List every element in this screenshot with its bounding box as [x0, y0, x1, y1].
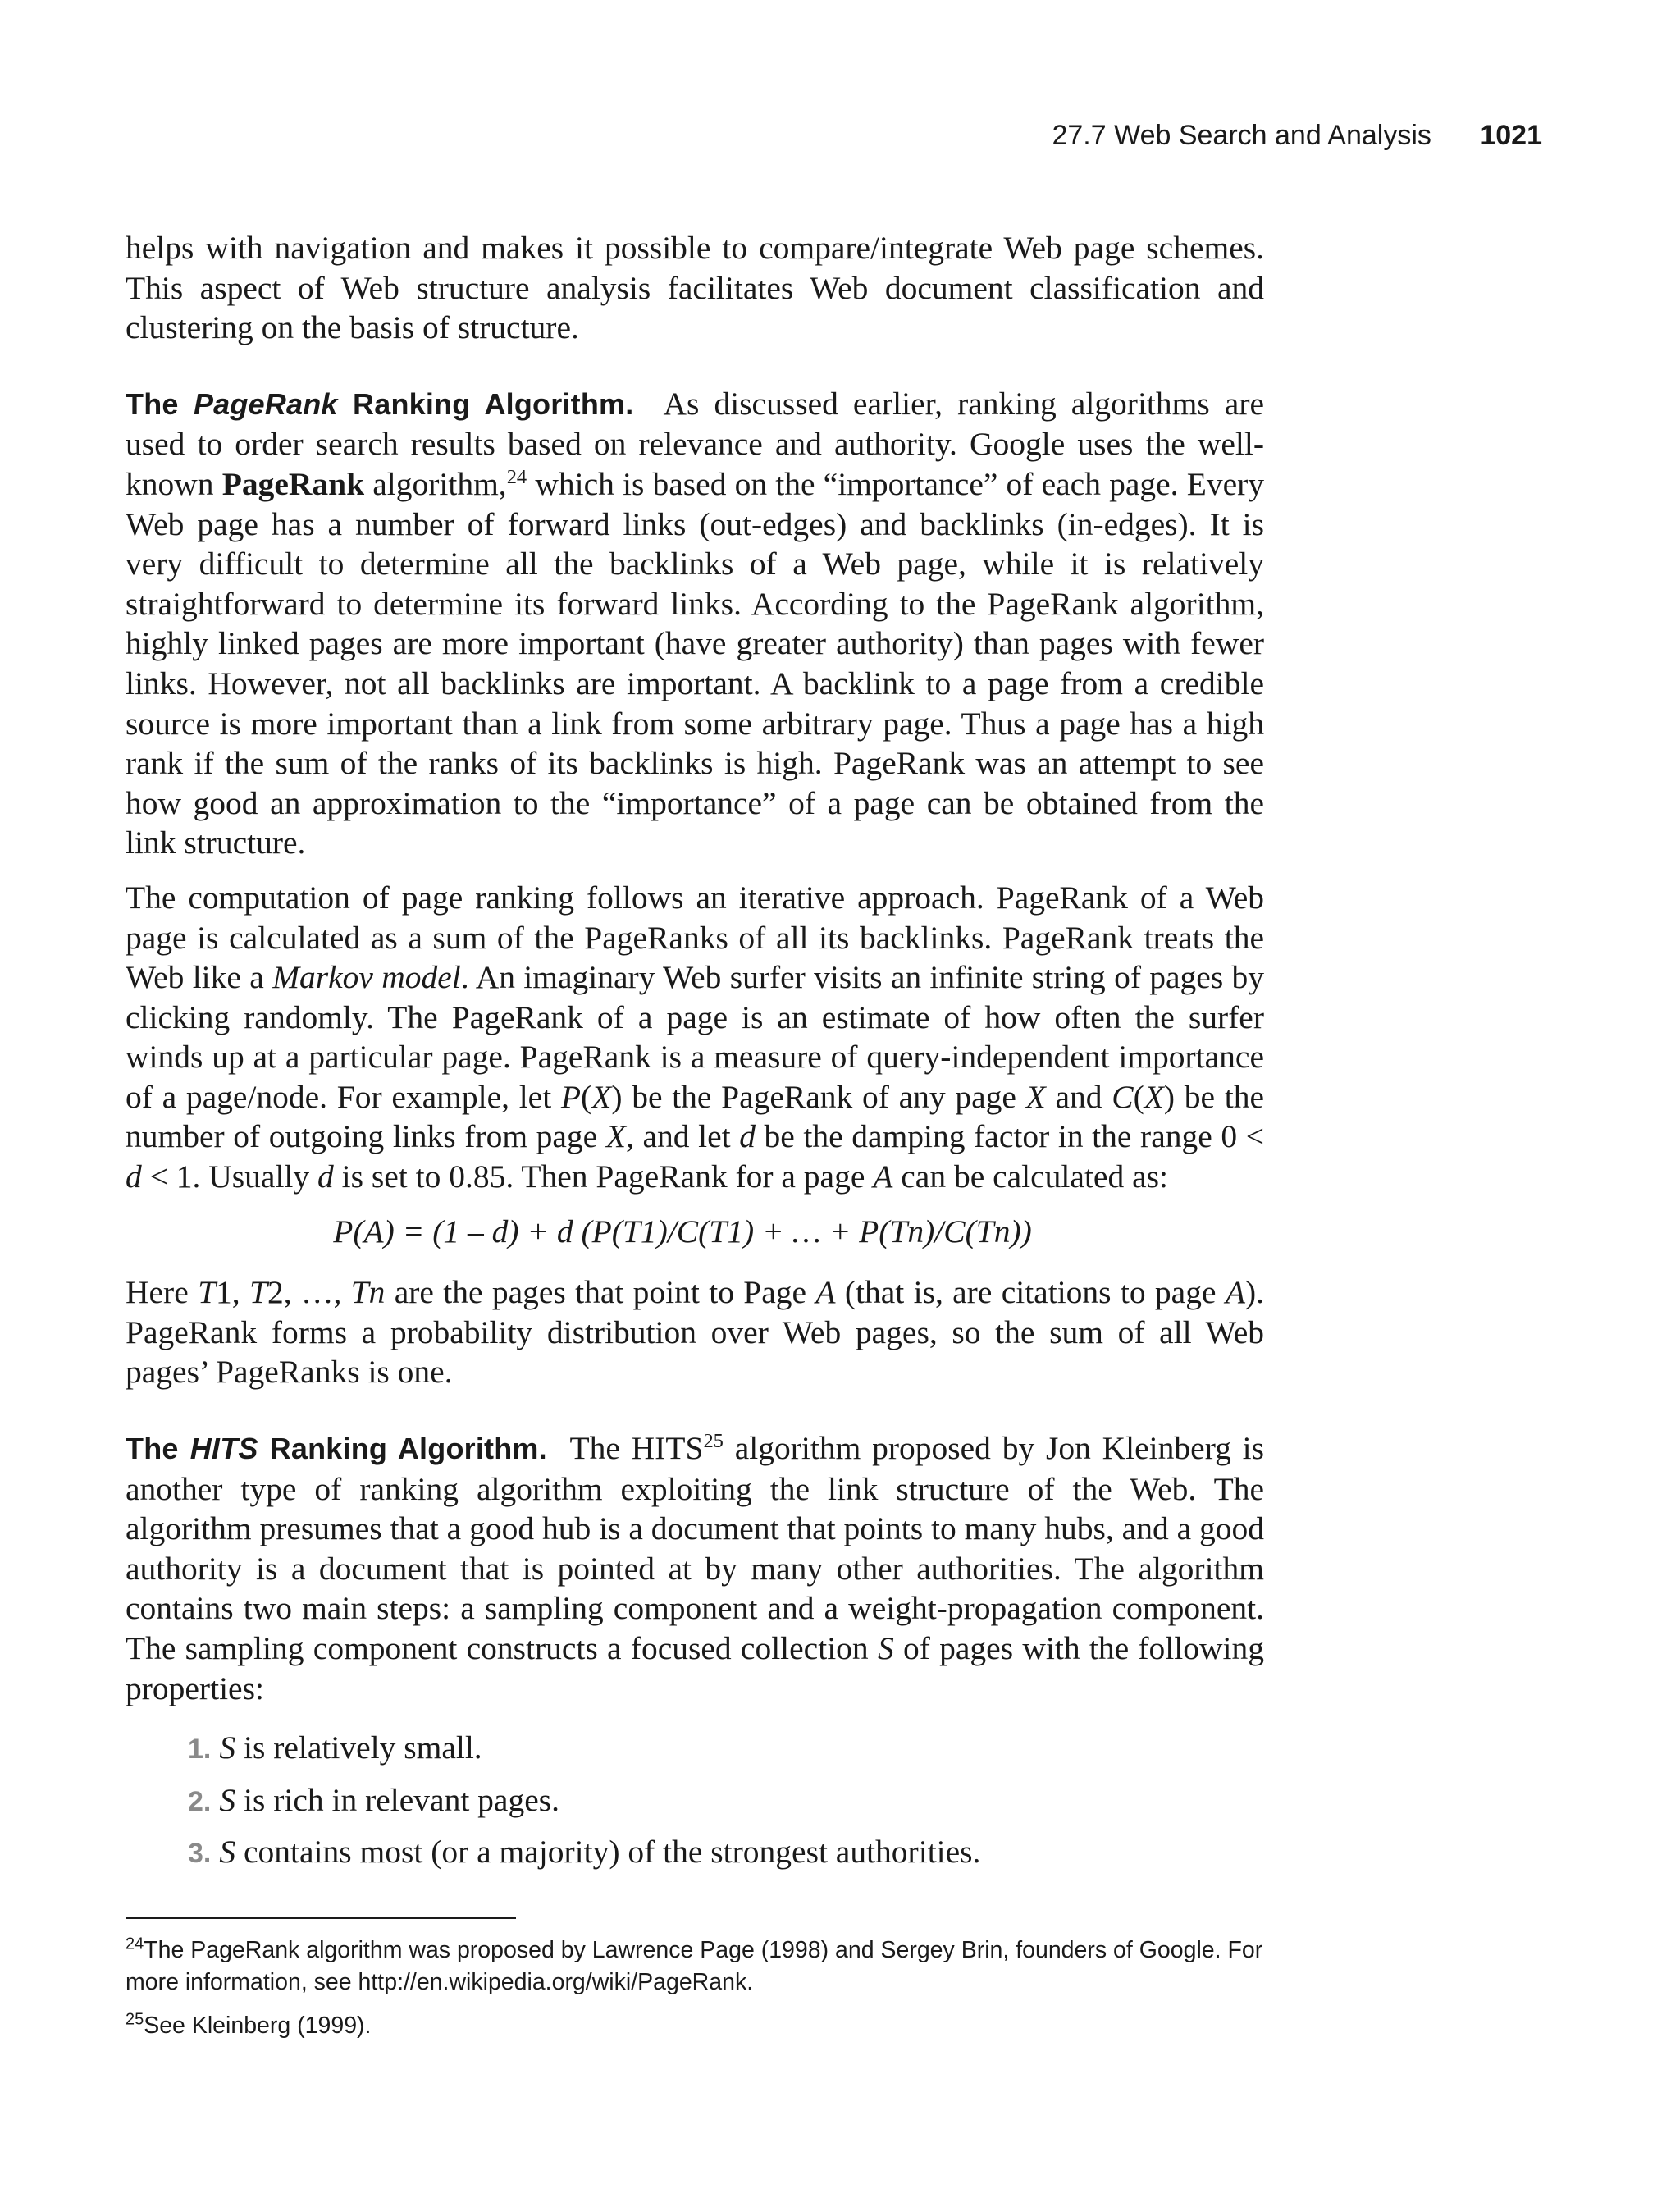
list-text: is relatively small. [235, 1729, 482, 1766]
math-var: S [219, 1729, 236, 1766]
properties-list [126, 1728, 1264, 1874]
footnote-mark: 25 [126, 2010, 144, 2029]
list-number: 2. [188, 1785, 212, 1817]
paragraph-hits [126, 1428, 1264, 1708]
text-run: ) be the PageRank of any page [611, 1078, 1026, 1115]
list-number: 1. [188, 1734, 212, 1766]
paragraph-intro: helps with navigation and makes it possible to compare/integrate Web page schemes. This aspect of Web structure analysis facilitates Web document classification and clustering on the basis of structure. [126, 230, 1264, 346]
math-var: S [219, 1834, 236, 1871]
text-run: ). PageRank forms a probability distribution over Web pages, so the sum of all Web pages’ PageRanks is one. [126, 1274, 1265, 1391]
pagerank-heading-post: Ranking Algorithm. [337, 386, 634, 421]
math-var: Tn [350, 1274, 386, 1311]
list-text: is rich in relevant pages. [235, 1781, 559, 1818]
hits-heading-pre: The [126, 1432, 190, 1466]
math-var: A [1225, 1274, 1245, 1311]
text-run: Here [126, 1274, 199, 1311]
footnote-text: The PageRank algorithm was proposed by Lawrence Page (1998) and Sergey Brin, founders of Google. For more information, see http://en.wikipedia.org/wiki/PageRank. [126, 1937, 1263, 1995]
paragraph-here [126, 1272, 1264, 1392]
text-run: can be calculated as: [892, 1158, 1168, 1195]
math-var: T [249, 1274, 267, 1311]
math-var: d [126, 1158, 142, 1195]
math-var: T [198, 1274, 217, 1311]
footnote-ref-25[interactable]: 25 [703, 1429, 724, 1452]
math-var: X [591, 1078, 612, 1115]
footnote-ref-24[interactable]: 24 [506, 465, 527, 488]
paragraph-pagerank [126, 384, 1264, 863]
paragraph-computation [126, 878, 1264, 1197]
math-var: X [1025, 1078, 1046, 1115]
text-run: and [1045, 1078, 1112, 1115]
text-run: be the damping factor in the range 0 < [755, 1118, 1264, 1155]
markov-model-term: Markov model [272, 959, 461, 996]
text-run: . An imaginary Web surfer visits an infinite string of pages by clicking randomly. The PageRank of a page is an estimate of how often the surfer winds up at a particular page. PageRank is a measure of query-independent importance of a page/node. For example, let [126, 959, 1264, 1115]
formula-text: P(A) = (1 – d) + d (P(T1)/C(T1) + … + P(Tn)/C(Tn)) [333, 1213, 1032, 1249]
hits-heading-post: Ranking Algorithm. [258, 1432, 547, 1466]
pagerank-bold-term: PageRank [221, 465, 365, 502]
page-number: 1021 [1480, 120, 1542, 151]
text-run: < 1. Usually [141, 1158, 318, 1195]
text-run: , and let [625, 1118, 740, 1155]
text-run: The HITS [569, 1430, 704, 1467]
math-var: A [815, 1274, 836, 1311]
text-run: ( [581, 1078, 592, 1115]
pagerank-heading-title: PageRank [193, 386, 338, 421]
math-var: X [605, 1118, 626, 1155]
pagerank-formula [126, 1212, 1264, 1252]
footnote-24 [126, 1935, 1274, 1999]
math-var: C [1112, 1078, 1134, 1115]
footnote-text: See Kleinberg (1999). [144, 2012, 372, 2039]
text-run: 2, …, [267, 1274, 351, 1311]
text-run: are the pages that point to Page [385, 1274, 816, 1311]
hits-heading-title: HITS [189, 1432, 258, 1466]
pagerank-text-b: algorithm, [364, 465, 507, 502]
running-header [1052, 120, 1542, 152]
footnotes [126, 1935, 1274, 2054]
pagerank-heading-pre: The [126, 386, 194, 421]
text-run: algorithm proposed by Jon Kleinberg is another type of ranking algorithm exploiting the link structure of the Web. The algorithm presumes that a good hub is a document that points to many hubs, and a good authority is a document that is pointed at by many other authorities. The algorithm contains two main steps: a sampling component and a weight-propagation component. The sampling component constructs a focused collection [126, 1430, 1265, 1666]
footnote-mark: 24 [126, 1935, 144, 1953]
math-var: X [1144, 1078, 1164, 1115]
math-var: A [873, 1158, 893, 1195]
pagerank-text-c: which is based on the “importance” of each page. Every Web page has a number of forward links (out-edges) and backlinks (in-edges). It is very difficult to determine all the backlinks of a Web page, while it is relatively straightforward to determine its forward links. According to the PageRank algorithm, highly linked pages are more important (have greater authority) than pages with fewer links. However, not all backlinks are important. A backlink to a page from a credible source is more important than a link from some arbitrary page. Thus a page has a high rank if the sum of the ranks of its backlinks is high. PageRank was an attempt to see how good an approximation to the “importance” of a page can be obtained from the link structure. [126, 465, 1265, 861]
hits-heading [126, 1432, 547, 1465]
text-run: of pages with the following properties: [126, 1630, 1264, 1706]
text-run: is set to 0.85. Then PageRank for a page [333, 1158, 874, 1195]
text-run: ) be the number of outgoing links from page [126, 1078, 1264, 1155]
math-var: P [560, 1078, 582, 1115]
text-run: (that is, are citations to page [835, 1274, 1226, 1311]
pagerank-heading [126, 387, 633, 421]
list-item [188, 1728, 1264, 1770]
math-var: S [877, 1630, 894, 1666]
text-run: ( [1133, 1078, 1144, 1115]
list-number: 3. [188, 1838, 212, 1870]
math-var: d [317, 1158, 334, 1195]
math-var: d [739, 1118, 756, 1155]
list-item [188, 1780, 1264, 1822]
list-item [188, 1832, 1264, 1874]
body-text [126, 228, 1264, 1884]
running-header-section: 27.7 Web Search and Analysis [1052, 120, 1431, 151]
pagerank-text-a: As discussed earlier, ranking algorithms are used to order search results based on relevance and authority. Google uses the well-known [126, 385, 1264, 502]
footnote-25 [126, 2010, 1274, 2042]
list-text: contains most (or a majority) of the strongest authorities. [235, 1834, 981, 1871]
text-run: 1, [216, 1274, 250, 1311]
footnote-divider [126, 1917, 516, 1919]
math-var: S [219, 1781, 236, 1818]
text-run: The computation of page ranking follows an iterative approach. PageRank of a Web page is calculated as a sum of the PageRanks of all its backlinks. PageRank treats the Web like a [126, 879, 1264, 996]
